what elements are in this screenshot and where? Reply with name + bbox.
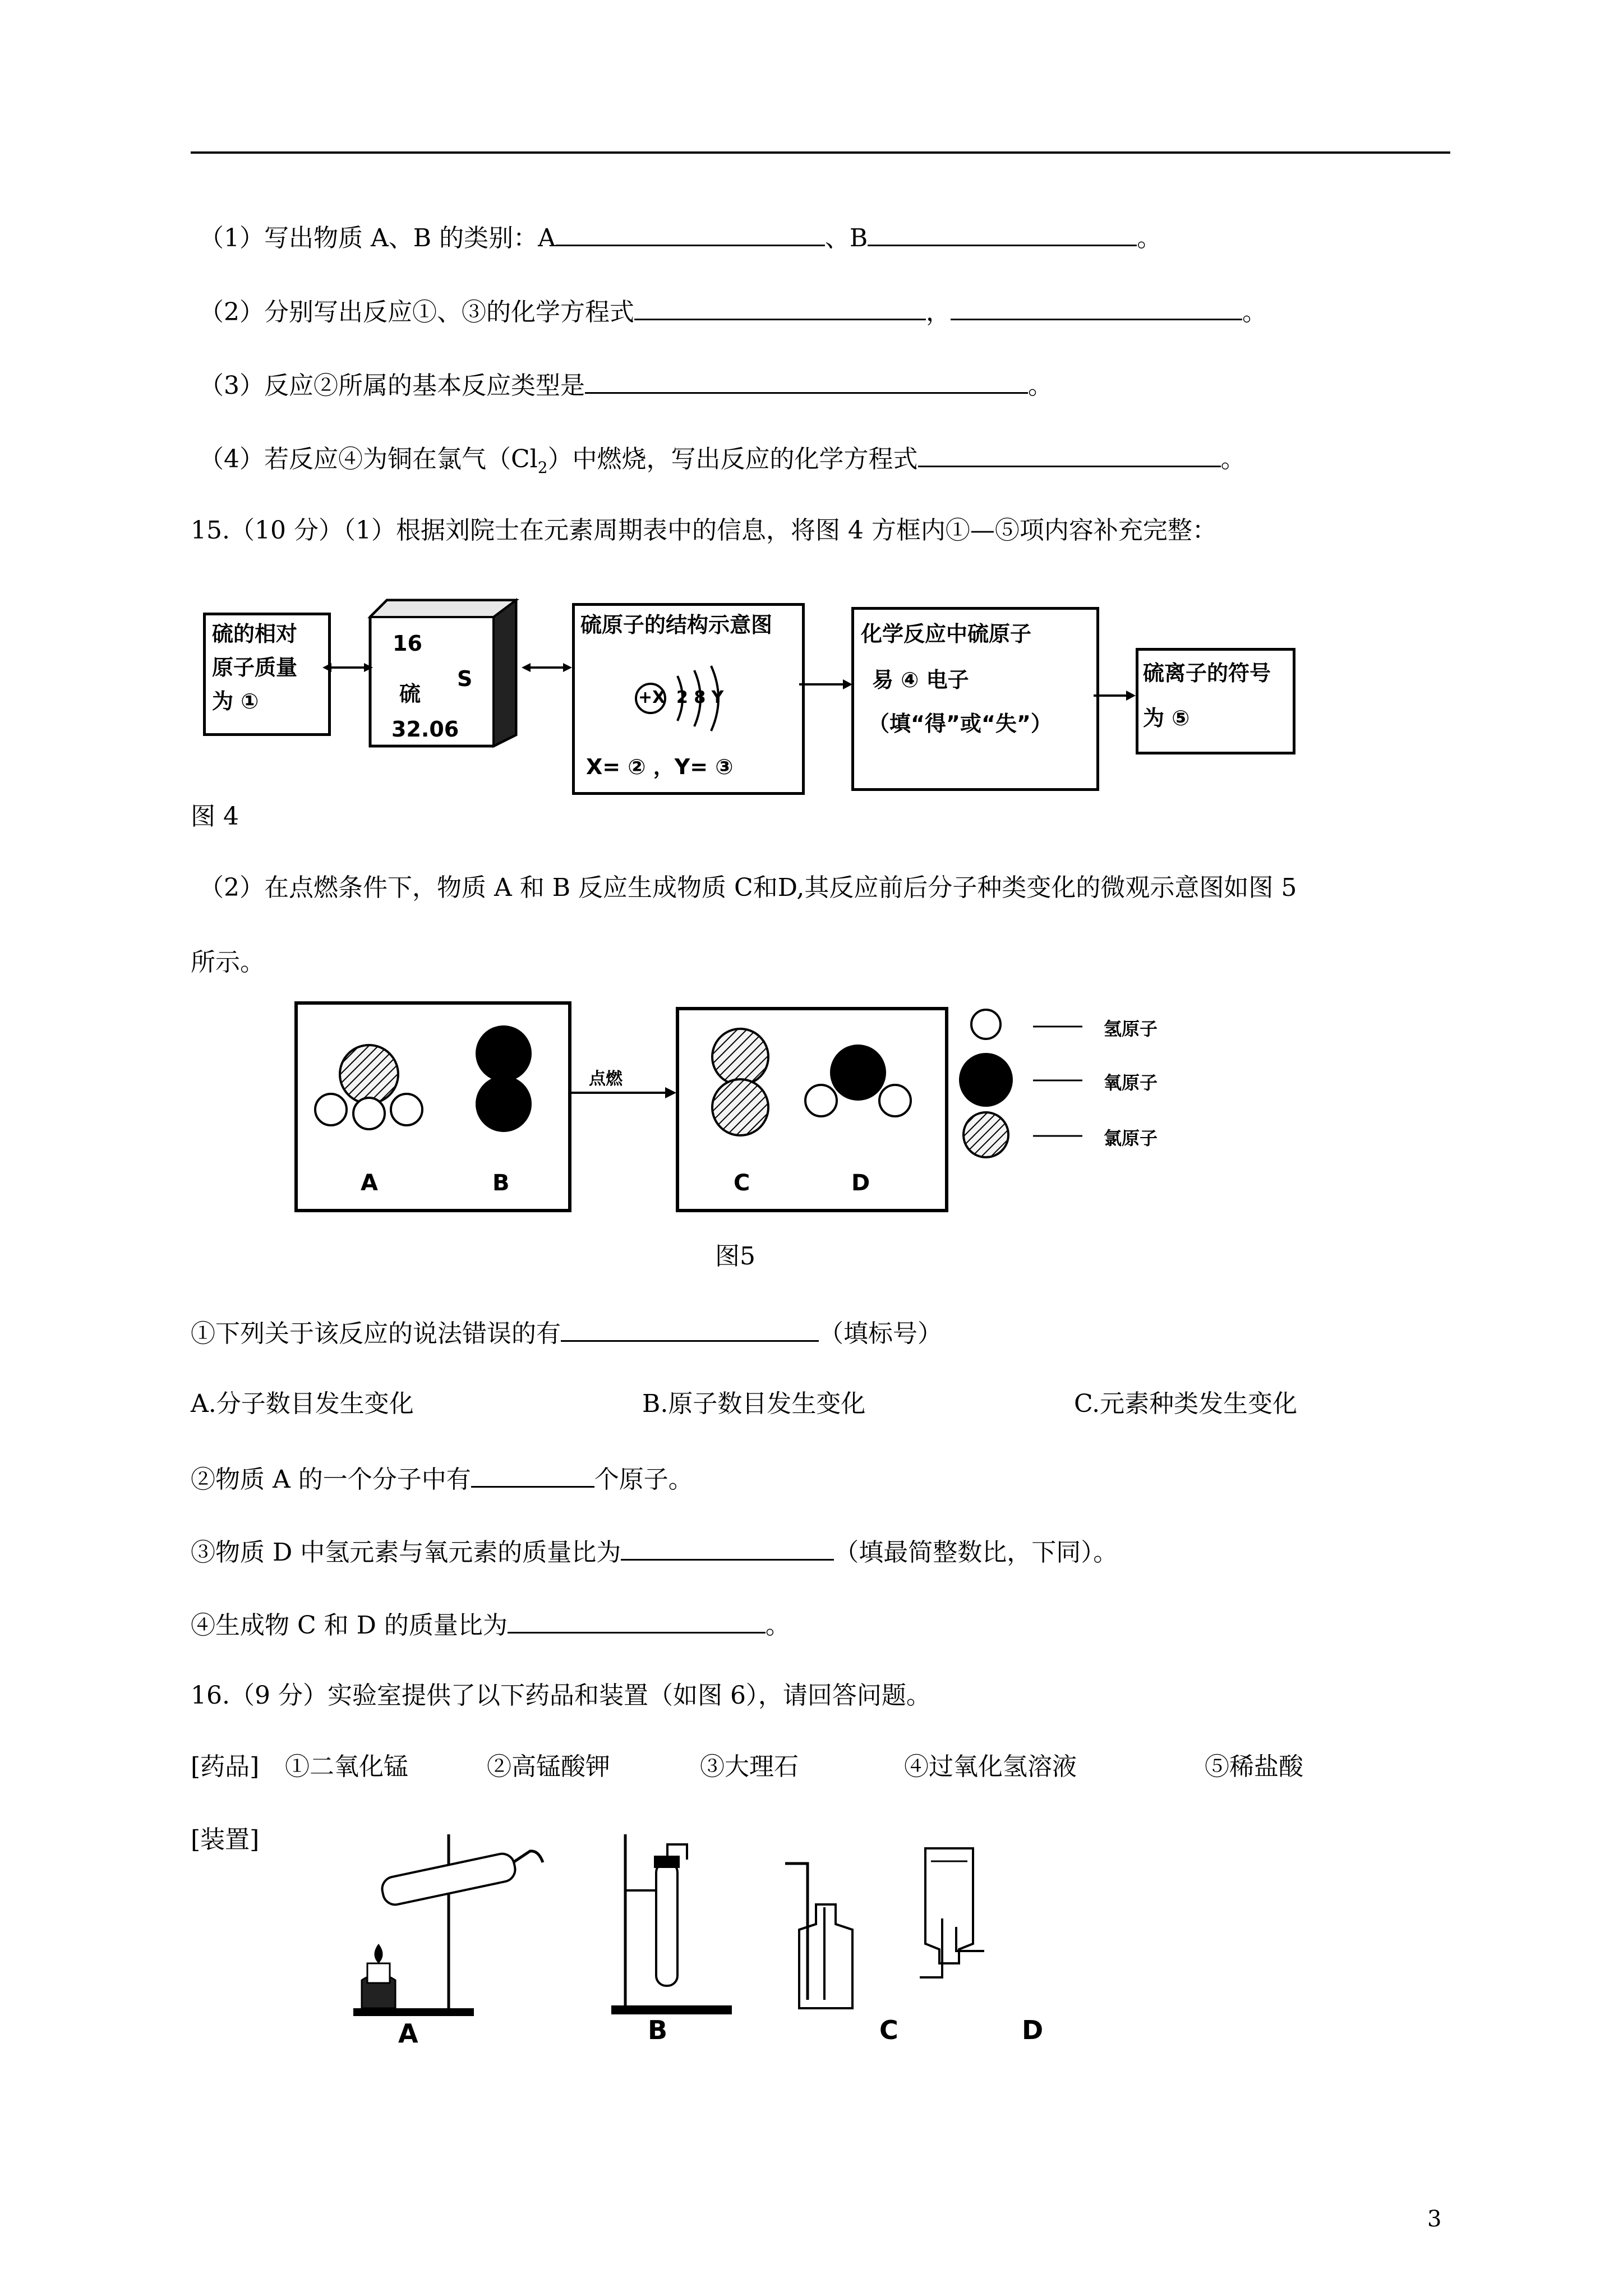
apparatus-figure (336, 1829, 1110, 2031)
q14-line-4: （4）若反应④为铜在氯气$(Cl_2)$中燃烧，写出反应的化学方程式 。 (199, 441, 1246, 484)
fig5-diagram (292, 999, 1374, 1217)
q15-q3: ③物质 D 中氢元素与氧元素的质量比为 （填最简整数比，下同）。 (191, 1534, 1118, 1568)
option-a: A.分子数目发生变化 (191, 1389, 414, 1418)
answer-blank[interactable] (561, 1315, 819, 1342)
fig4-box5-line2: 为 ⑤ (1143, 706, 1190, 730)
answer-blank[interactable] (621, 1534, 834, 1561)
reagent-3: ③大理石 (700, 1752, 799, 1781)
double-arrow-2 (522, 656, 572, 679)
page-number: 3 (1427, 2206, 1442, 2232)
fig5-label-d: D (851, 1170, 870, 1196)
answer-blank[interactable] (918, 441, 1221, 467)
q16-heading: 16.（9 分）实验室提供了以下药品和装置（如图 6），请回答问题。 (191, 1681, 931, 1710)
answer-blank[interactable] (634, 294, 926, 320)
reagent-1: ①二氧化锰 (285, 1752, 408, 1781)
fig4-box5-line1: 硫离子的符号 (1143, 661, 1271, 685)
legend-oxygen: 氧原子 (1104, 1072, 1158, 1093)
fig5-label-c: C (734, 1170, 750, 1196)
arrow-3 (799, 673, 852, 696)
fig4-caption: 图 4 (191, 802, 239, 831)
header-rule (191, 151, 1450, 154)
q14-line-1: （1）写出物质 A、B 的类别：A 、B 。 (199, 220, 1161, 254)
q14-line-3: （3）反应②所属的基本反应类型是 。 (199, 367, 1053, 402)
fig5-label-a: A (361, 1170, 378, 1196)
q15-q2: ②物质 A 的一个分子中有 个原子。 (191, 1461, 693, 1496)
element-name: 硫 (399, 682, 421, 706)
q15-heading: 15.（10 分）（1）根据刘院士在元素周期表中的信息，将图 4 方框内①—⑤项内容补充完整： (191, 516, 1217, 545)
legend-chlorine: 氯原子 (1104, 1128, 1158, 1149)
apparatus-label-d: D (1022, 2015, 1044, 2045)
shell-numbers: 2 8 Y (676, 688, 724, 707)
answer-blank[interactable] (868, 220, 1137, 246)
arrow-4 (1094, 684, 1136, 707)
reagent-5: ⑤稀盐酸 (1205, 1752, 1303, 1781)
legend-hydrogen: 氢原子 (1104, 1018, 1158, 1039)
reagents-label: [药品] (191, 1752, 260, 1781)
answer-blank[interactable] (556, 220, 825, 246)
fig4-box1-line3: 为 ① (212, 689, 259, 714)
q15-q1: ①下列关于该反应的说法错误的有 （填标号） (191, 1315, 942, 1350)
apparatus-b (611, 1834, 732, 2014)
fig4-box4-line3: （填“得”或“失”） (868, 711, 1052, 736)
fig4-box3-title: 硫原子的结构示意图 (580, 613, 773, 637)
fig4-box1-line1: 硫的相对 (212, 622, 298, 646)
apparatus-label: [装置] (191, 1825, 260, 1854)
fig5-arrow-label: 点燃 (589, 1069, 623, 1089)
nucleus-label: +X (638, 688, 666, 707)
fig4-box3-answer: X= ② ，Y= ③ (586, 754, 734, 779)
fig5-caption: 图5 (715, 1242, 755, 1271)
q15-q4: ④生成物 C 和 D 的质量比为 。 (191, 1607, 790, 1641)
answer-blank[interactable] (585, 367, 1028, 394)
option-b: B.原子数目发生变化 (642, 1389, 866, 1418)
q15-part2-line2: 所示。 (191, 948, 265, 977)
reagent-4: ④过氧化氢溶液 (904, 1752, 1077, 1781)
apparatus-label-b: B (648, 2015, 668, 2045)
answer-blank[interactable] (471, 1461, 594, 1488)
answer-blank[interactable] (951, 294, 1242, 320)
apparatus-d (920, 1848, 984, 1977)
apparatus-label-c: C (879, 2015, 898, 2045)
fig4-box4-line1: 化学反应中硫原子 (861, 622, 1032, 646)
apparatus-a (353, 1834, 543, 2016)
fig4-box4-line2: 易 ④ 电子 (872, 668, 969, 692)
apparatus-c (785, 1864, 852, 2008)
double-arrow-1 (322, 656, 373, 679)
option-c: C.元素种类发生变化 (1074, 1389, 1298, 1418)
answer-blank[interactable] (508, 1607, 766, 1634)
element-mass: 32.06 (391, 717, 459, 742)
element-symbol: S (457, 666, 473, 691)
element-number: 16 (393, 631, 422, 656)
q14-line-2: （2）分别写出反应①、③的化学方程式 ， 。 (199, 294, 1267, 328)
fig5-label-b: B (492, 1170, 510, 1196)
reagent-2: ②高锰酸钾 (487, 1752, 610, 1781)
fig4-box1-line2: 原子质量 (212, 655, 298, 680)
apparatus-label-a: A (398, 2018, 418, 2049)
q15-part2-line1: （2）在点燃条件下，物质 A 和 B 反应生成物质 C和D,其反应前后分子种类变化的微观示意图如图 5 (199, 873, 1297, 902)
